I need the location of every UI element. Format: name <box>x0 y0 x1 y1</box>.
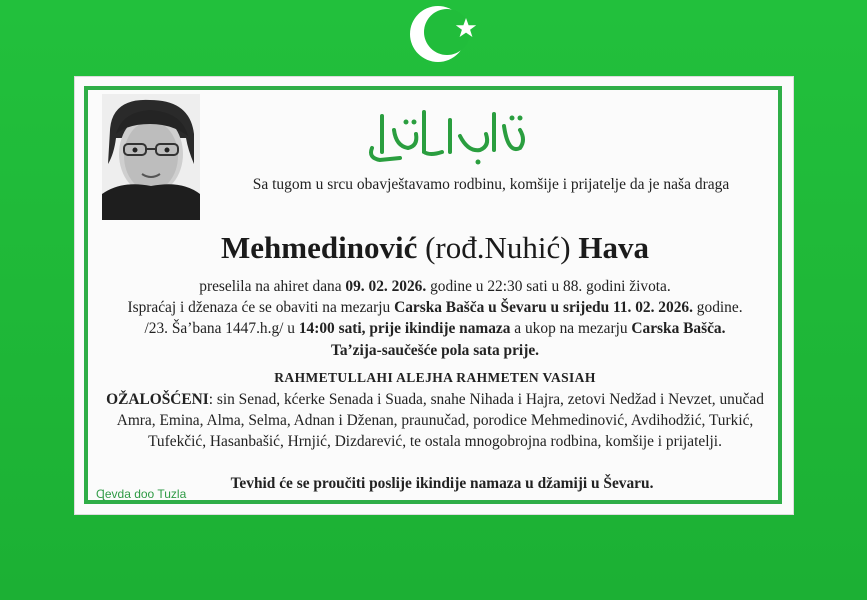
tevhid-line: Tevhid će se proučiti poslije ikindije namaza u džamiji u Ševaru. <box>230 475 654 492</box>
text: godine. <box>692 299 743 316</box>
funeral-place-date: Carska Bašča u Ševaru u srijedu 11. 02. 2026. <box>394 299 693 316</box>
text: godine u 22:30 sati u 88. godini života. <box>426 278 671 295</box>
mourners-list: : sin Senad, kćerke Senada i Suada, snahe Nihada i Hajra, zetovi Nedžad i Nevzet, unučad Amra, Emina, Alma, Selma, Adnan i Dženan, praunučad, porodice Mehmedinović, Avdihodžić, Turkić, Tufekčić, Hasanbašić, Hrnjić, Dizdarević, te ostala mnogobrojna rodbina, komšije i prijatelji. <box>116 391 764 450</box>
text: Ispraćaj i dženaza će se obaviti na mezarju <box>127 299 395 316</box>
funeral-time: 14:00 sati, prije ikindije namaza <box>298 320 511 337</box>
portrait-photo <box>102 94 200 220</box>
burial-place: Carska Bašča. <box>631 320 726 337</box>
text: preselila na ahiret dana <box>199 278 346 295</box>
intro-text: Sa tugom u srcu obavještavamo rodbinu, komšije i prijatelje da je naša draga <box>252 176 730 193</box>
mourners-label: OŽALOŠĆENI <box>106 391 209 408</box>
death-date: 09. 02. 2026. <box>345 278 427 295</box>
text: a ukop na mezarju <box>510 320 632 337</box>
funeral-line <box>90 299 780 317</box>
brand-label: Ɋevda doo Tuzla <box>96 487 187 501</box>
maiden-name: (rođ.Nuhić) <box>425 230 571 265</box>
mourners-paragraph <box>94 389 776 452</box>
tazija-line: Ta’zija-saučešće pola sata prije. <box>330 342 540 359</box>
arabic-calligraphy <box>360 96 530 178</box>
text: /23. Ša’bana 1447.h.g/ u <box>144 320 299 337</box>
deceased-name <box>90 230 780 266</box>
rahmet-line: RAHMETULLAHI ALEJHA RAHMETEN VASIAH <box>274 370 596 385</box>
funeral-time-line <box>90 320 780 338</box>
death-date-line <box>90 278 780 296</box>
first-name: Hava <box>578 230 649 265</box>
crescent-star-icon <box>404 2 484 66</box>
surname: Mehmedinović <box>221 230 418 265</box>
